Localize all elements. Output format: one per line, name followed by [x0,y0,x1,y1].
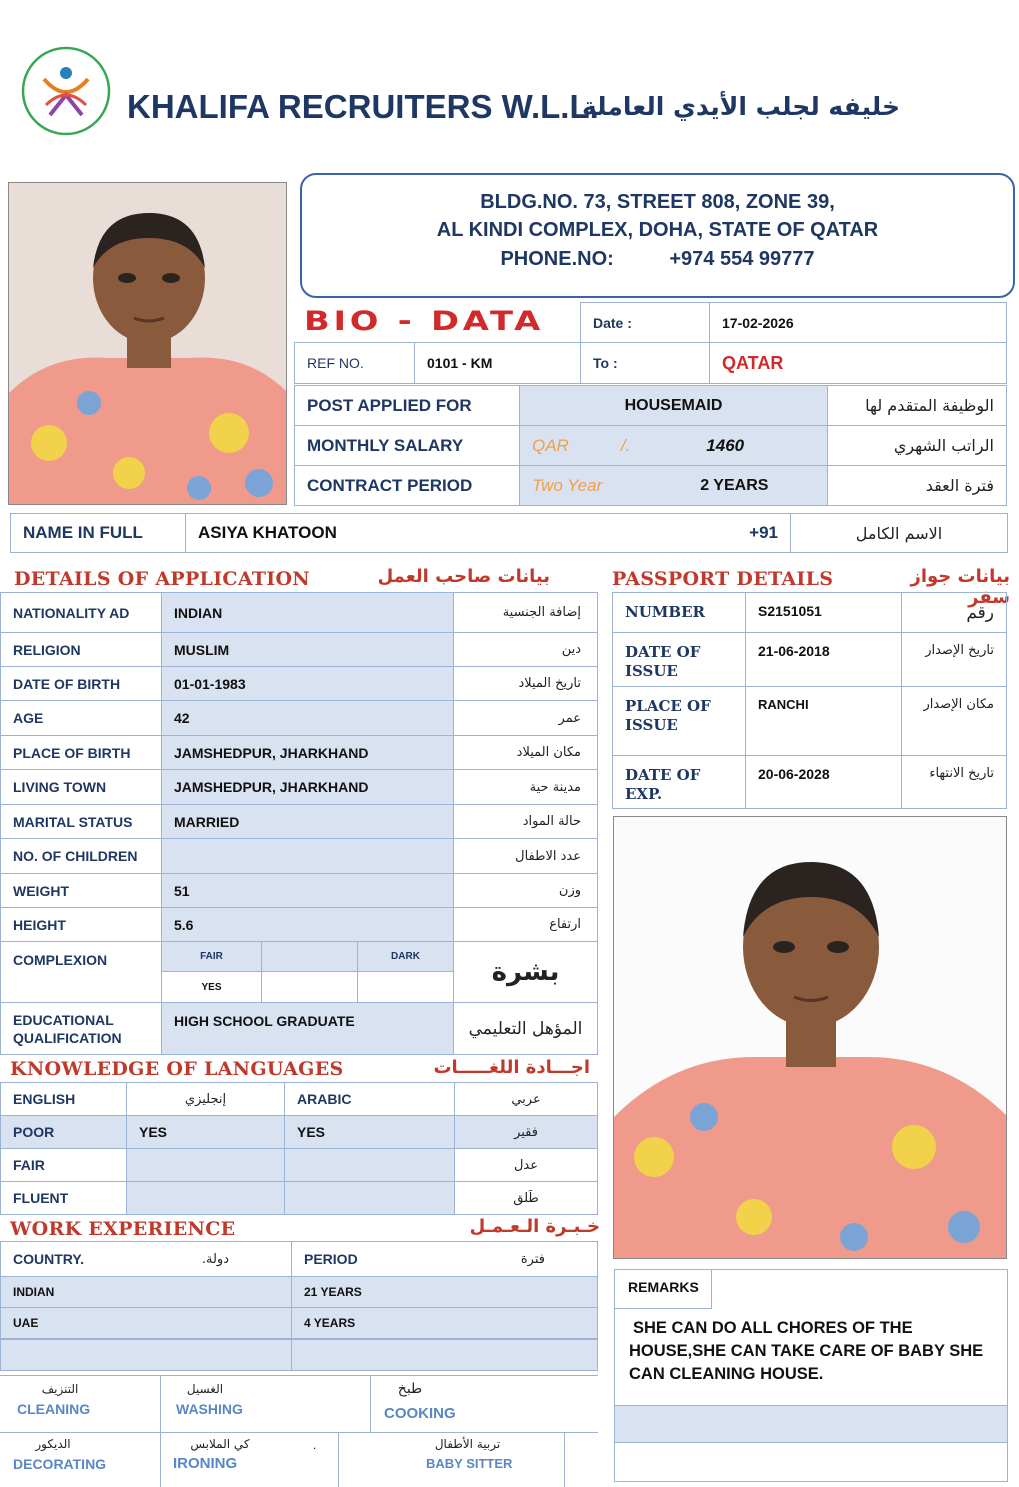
lang-poor: POOR [0,1115,127,1149]
complexion-label: COMPLEXION [0,941,162,1003]
application-row-value: MUSLIM [161,632,454,667]
period-label: PERIOD [304,1251,358,1267]
lang-poor-arabic: YES [284,1115,455,1149]
languages-title: KNOWLEDGE OF LANGUAGES [10,1058,344,1080]
passport-issue-value: 21-06-2018 [745,632,902,687]
experience-row-country: UAE [0,1307,292,1339]
to-label: To : [580,342,710,384]
application-row-value: JAMSHEDPUR, JHARKHAND [161,735,454,770]
company-logo-icon [20,45,112,137]
experience-row-period: 21 YEARS [291,1276,598,1308]
skill-decorating: DECORATING [13,1456,107,1472]
complexion-label-arabic: بشرة [453,941,598,1003]
passport-exp-label [612,755,746,809]
application-row-label: AGE [0,700,162,736]
salary-cell [519,425,828,466]
lang-arabic: ARABIC [284,1082,455,1116]
passport-place-value: RANCHI [745,686,902,756]
skill-babysitter-arabic: تربية الأطفال [434,1437,501,1451]
applicant-photo-full [613,816,1007,1259]
passport-issue-arabic: تاريخ الإصدار [901,632,1007,687]
lang-arabic-arabic: عربي [454,1082,598,1116]
name-value [185,513,791,553]
remarks-footer [615,1405,1007,1443]
skill-babysitter: BABY SITTER [426,1456,513,1471]
application-row-value: 42 [161,700,454,736]
remarks-line-1: SHE CAN DO ALL CHORES OF THE [633,1319,913,1337]
passport-exp-label-2: EXP. [625,785,663,803]
lang-english-arabic: إنجليزي [126,1082,285,1116]
passport-place-arabic: مكان الإصدار [901,686,1007,756]
post-value: HOUSEMAID [519,385,828,426]
skill-cleaning-arabic: التنزيف [41,1382,79,1396]
ref-label: REF NO. [294,342,415,384]
remarks-label: REMARKS [615,1270,712,1309]
phone-label: PHONE.NO: [500,248,614,270]
lang-fluent-english [126,1181,285,1215]
application-row-value: INDIAN [161,592,454,633]
contract-label: CONTRACT PERIOD [294,465,520,506]
skill-cooking: COOKING [384,1405,456,1422]
complexion-mid [261,941,358,972]
skill-cooking-arabic: طبخ [397,1381,423,1397]
name-phone: +91 [749,523,778,542]
remarks-text [629,1317,983,1386]
application-row-arabic: ارتفاع [453,907,598,942]
country-label-arabic: دولة. [201,1251,229,1267]
phone-value: +974 554 99777 [669,248,815,270]
country-label: COUNTRY. [13,1251,85,1267]
lang-fluent-arabic [284,1181,455,1215]
application-row-value: 51 [161,873,454,908]
salary-value: 1460 [706,435,745,455]
skill-cleaning: CLEANING [17,1401,91,1417]
period-label-arabic: فترة [520,1251,545,1267]
application-row-arabic: عمر [453,700,598,736]
application-row-label: RELIGION [0,632,162,667]
passport-number-arabic: رقم [901,592,1007,633]
experience-country-header [0,1241,292,1277]
contract-label-arabic: فترة العقد [827,465,1007,506]
remarks-box [614,1269,1008,1482]
application-row-arabic: مكان الميلاد [453,735,598,770]
languages-title-arabic: اجـــادة اللغـــــات [433,1057,590,1078]
passport-exp-value: 20-06-2028 [745,755,902,809]
lang-fair-label-arabic: عدل [454,1148,598,1182]
skill-ironing-arabic: كي الملابس [190,1437,250,1451]
application-row-value: MARRIED [161,804,454,839]
lang-poor-label-arabic: فقير [454,1115,598,1149]
complexion-empty-1 [261,971,358,1003]
experience-empty-country [0,1339,292,1371]
skill-ironing: IRONING [173,1455,238,1472]
passport-place-label-2: ISSUE [625,716,678,734]
remarks-line-3: CAN CLEANING HOUSE. [629,1365,824,1383]
applicant-photo [8,182,287,505]
application-row-arabic: مدينة حية [453,769,598,805]
to-value: QATAR [709,342,1007,384]
passport-place-label [612,686,746,756]
contract-hint: Two Year [532,475,603,495]
education-label-2: QUALIFICATION [13,1029,122,1046]
skill-dot: . [313,1438,317,1452]
experience-row-period: 4 YEARS [291,1307,598,1339]
application-row-label: WEIGHT [0,873,162,908]
application-row-value: 5.6 [161,907,454,942]
passport-title-arabic: بيانات جواز سفر [910,566,1010,608]
application-row-arabic: دين [453,632,598,667]
passport-issue-label [612,632,746,687]
education-value: HIGH SCHOOL GRADUATE [161,1002,454,1055]
education-label [0,1002,162,1055]
passport-number-label: NUMBER [612,592,746,633]
lang-english: ENGLISH [0,1082,127,1116]
application-row-label: PLACE OF BIRTH [0,735,162,770]
application-row-arabic: وزن [453,873,598,908]
lang-fair-arabic [284,1148,455,1182]
application-row-label: HEIGHT [0,907,162,942]
address-line-1: BLDG.NO. 73, STREET 808, ZONE 39, [480,191,835,213]
lang-fluent: FLUENT [0,1181,127,1215]
experience-empty-period [291,1339,598,1371]
phone-line [302,248,1013,271]
contract-value: 2 YEARS [700,476,769,494]
passport-number-value: S2151051 [745,592,902,633]
passport-title: PASSPORT DETAILS [612,568,834,590]
salary-currency: QAR [532,435,569,455]
remarks-line-2: HOUSE,SHE CAN TAKE CARE OF BABY SHE [629,1342,984,1360]
application-title-arabic: بيانات صاحب العمل [377,566,550,587]
name-label: NAME IN FULL [10,513,186,553]
application-row-label: DATE OF BIRTH [0,666,162,701]
education-label-arabic: المؤهل التعليمي [453,1002,598,1055]
application-row-label: LIVING TOWN [0,769,162,805]
application-title: DETAILS OF APPLICATION [14,568,310,590]
name-text: ASIYA KHATOON [198,523,337,542]
complexion-yes: YES [161,971,262,1003]
application-row-value: 01-01-1983 [161,666,454,701]
lang-fair-english [126,1148,285,1182]
post-label-arabic: الوظيفة المتقدم لها [827,385,1007,426]
salary-separator: /. [620,435,631,455]
ref-value: 0101 - KM [414,342,581,384]
application-row-arabic: عدد الاطفال [453,838,598,874]
date-label: Date : [580,302,710,343]
lang-poor-english: YES [126,1115,285,1149]
salary-label-arabic: الراتب الشهري [827,425,1007,466]
salary-label: MONTHLY SALARY [294,425,520,466]
passport-place-label-1: PLACE OF [625,697,711,715]
post-label: POST APPLIED FOR [294,385,520,426]
lang-fluent-label-arabic: طَلق [454,1181,598,1215]
date-value: 17-02-2026 [709,302,1007,343]
name-label-arabic: الاسم الكامل [790,513,1008,553]
education-label-1: EDUCATIONAL [13,1011,114,1028]
experience-row-country: INDIAN [0,1276,292,1308]
passport-exp-label-1: DATE OF [625,766,701,784]
contract-cell [519,465,828,506]
complexion-fair: FAIR [161,941,262,972]
application-row-arabic: تاريخ الميلاد [453,666,598,701]
application-row-label: MARITAL STATUS [0,804,162,839]
passport-issue-label-1: DATE OF [625,643,701,661]
skill-decorating-arabic: الديكور [35,1437,71,1451]
application-row-arabic: حالة المواد [453,804,598,839]
complexion-empty-2 [357,971,454,1003]
biodata-title: BIO - DATA [304,306,545,337]
complexion-dark: DARK [357,941,454,972]
experience-title: WORK EXPERIENCE [10,1218,236,1240]
application-row-label: NO. OF CHILDREN [0,838,162,874]
application-row-value [161,838,454,874]
application-row-arabic: إضافة الجنسية [453,592,598,633]
address-box [300,173,1015,298]
application-row-value: JAMSHEDPUR, JHARKHAND [161,769,454,805]
address-line-2: AL KINDI COMPLEX, DOHA, STATE OF QATAR [436,219,879,241]
skill-washing-arabic: الغسيل [186,1382,224,1396]
experience-title-arabic: خـبـرة الـعـمـل [469,1216,600,1237]
application-row-label: NATIONALITY AD [0,592,162,633]
passport-issue-label-2: ISSUE [625,662,678,680]
skill-washing: WASHING [176,1401,243,1417]
passport-exp-arabic: تاريخ الانتهاء [901,755,1007,809]
company-name-arabic: خليفه لجلب الأيدي العاملة [582,92,900,121]
experience-period-header [291,1241,598,1277]
lang-fair: FAIR [0,1148,127,1182]
company-name: KHALIFA RECRUITERS W.L.L. [127,88,599,125]
